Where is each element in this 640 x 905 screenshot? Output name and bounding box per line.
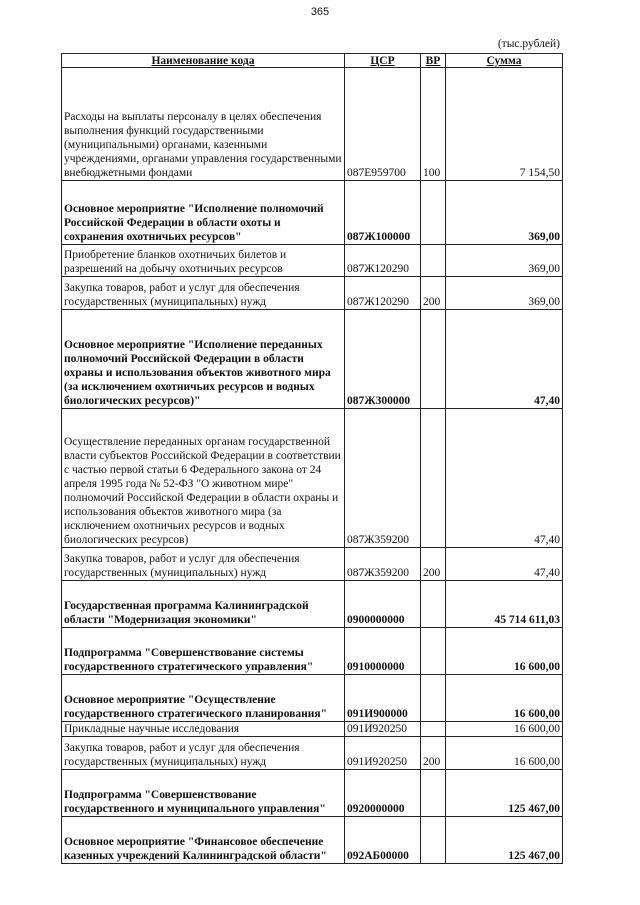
row-sum: 369,00 <box>446 245 563 277</box>
table-row <box>62 817 563 864</box>
row-name: Основное мероприятие "Финансовое обеспечение казенных учреждений Калининградской области" <box>62 817 345 864</box>
row-vr <box>421 245 446 277</box>
row-sum: 47,40 <box>446 409 563 548</box>
table-row <box>62 68 563 181</box>
page-number: 365 <box>310 6 330 18</box>
row-name: Закупка товаров, работ и услуг для обеспечения государственных (муниципальных) нужд <box>62 277 345 310</box>
row-vr: 200 <box>421 277 446 310</box>
row-vr: 200 <box>421 548 446 581</box>
row-csr: 091И900000 <box>345 675 421 722</box>
table-row <box>62 548 563 581</box>
row-vr <box>421 581 446 628</box>
row-vr <box>421 770 446 817</box>
row-sum: 45 714 611,03 <box>446 581 563 628</box>
row-name: Основное мероприятие "Исполнение переданных полномочий Российской Федерации в области охраны и использования объектов животного мира (за исключением охотничьих ресурсов и водных биологических ресурсов)" <box>62 310 345 409</box>
header-csr: ЦСР <box>345 54 421 68</box>
row-vr <box>421 817 446 864</box>
row-name: Прикладные научные исследования <box>62 722 345 737</box>
row-csr: 087Ж300000 <box>345 310 421 409</box>
row-name: Подпрограмма "Совершенствование государственного и муниципального управления" <box>62 770 345 817</box>
row-name: Закупка товаров, работ и услуг для обеспечения государственных (муниципальных) нужд <box>62 548 345 581</box>
row-name: Расходы на выплаты персоналу в целях обеспечения выполнения функций государственными (муниципальными) органами, казенными учреждениями, органами управления государственными внебюджетными фондами <box>62 68 345 181</box>
units-label: (тыс.рублей) <box>497 38 560 50</box>
row-csr: 0900000000 <box>345 581 421 628</box>
row-csr: 091И920250 <box>345 737 421 770</box>
table-row <box>62 277 563 310</box>
header-name: Наименование кода <box>62 54 345 68</box>
row-sum: 16 600,00 <box>446 737 563 770</box>
table-row <box>62 409 563 548</box>
row-sum: 125 467,00 <box>446 817 563 864</box>
row-sum: 16 600,00 <box>446 722 563 737</box>
row-csr: 0910000000 <box>345 628 421 675</box>
row-name: Закупка товаров, работ и услуг для обеспечения государственных (муниципальных) нужд <box>62 737 345 770</box>
row-sum: 47,40 <box>446 310 563 409</box>
row-vr <box>421 675 446 722</box>
row-csr: 091И920250 <box>345 722 421 737</box>
budget-table <box>61 53 563 864</box>
table-row <box>62 245 563 277</box>
table-row <box>62 675 563 722</box>
row-vr <box>421 310 446 409</box>
row-sum: 125 467,00 <box>446 770 563 817</box>
row-vr <box>421 409 446 548</box>
row-csr: 087Ж359200 <box>345 409 421 548</box>
row-sum: 369,00 <box>446 277 563 310</box>
row-csr: 087Ж120290 <box>345 245 421 277</box>
row-name: Основное мероприятие "Осуществление государственного стратегического планирования" <box>62 675 345 722</box>
table-header-row <box>62 54 563 68</box>
row-sum: 369,00 <box>446 181 563 245</box>
row-csr: 087Ж359200 <box>345 548 421 581</box>
table-row <box>62 628 563 675</box>
row-name: Осуществление переданных органам государственной власти субъектов Российской Федерации в соответствии с частью первой статьи 6 Федерального закона от 24 апреля 1995 года № 52-ФЗ "О животном мире" полномочий Российской Федерации в области охраны и использования объектов животного мира (за исключением охотничьих ресурсов и водных биологических ресурсов) <box>62 409 345 548</box>
header-vr: ВР <box>421 54 446 68</box>
row-vr <box>421 181 446 245</box>
row-name: Подпрограмма "Совершенствование системы государственного стратегического управления" <box>62 628 345 675</box>
row-name: Государственная программа Калининградской области "Модернизация экономики" <box>62 581 345 628</box>
row-vr: 100 <box>421 68 446 181</box>
row-sum: 16 600,00 <box>446 675 563 722</box>
row-csr: 092АБ00000 <box>345 817 421 864</box>
row-sum: 16 600,00 <box>446 628 563 675</box>
row-csr: 087Е959700 <box>345 68 421 181</box>
table-row <box>62 770 563 817</box>
row-csr: 0920000000 <box>345 770 421 817</box>
row-name: Приобретение бланков охотничьих билетов и разрешений на добычу охотничьих ресурсов <box>62 245 345 277</box>
row-vr <box>421 628 446 675</box>
row-sum: 7 154,50 <box>446 68 563 181</box>
header-sum: Сумма <box>446 54 563 68</box>
table-row <box>62 737 563 770</box>
row-name: Основное мероприятие "Исполнение полномочий Российской Федерации в области охоты и сохранения охотничьих ресурсов" <box>62 181 345 245</box>
row-vr: 200 <box>421 737 446 770</box>
row-csr: 087Ж120290 <box>345 277 421 310</box>
row-sum: 47,40 <box>446 548 563 581</box>
row-csr: 087Ж100000 <box>345 181 421 245</box>
table-row <box>62 581 563 628</box>
table-row <box>62 310 563 409</box>
table-row <box>62 722 563 737</box>
row-vr <box>421 722 446 737</box>
table-row <box>62 181 563 245</box>
